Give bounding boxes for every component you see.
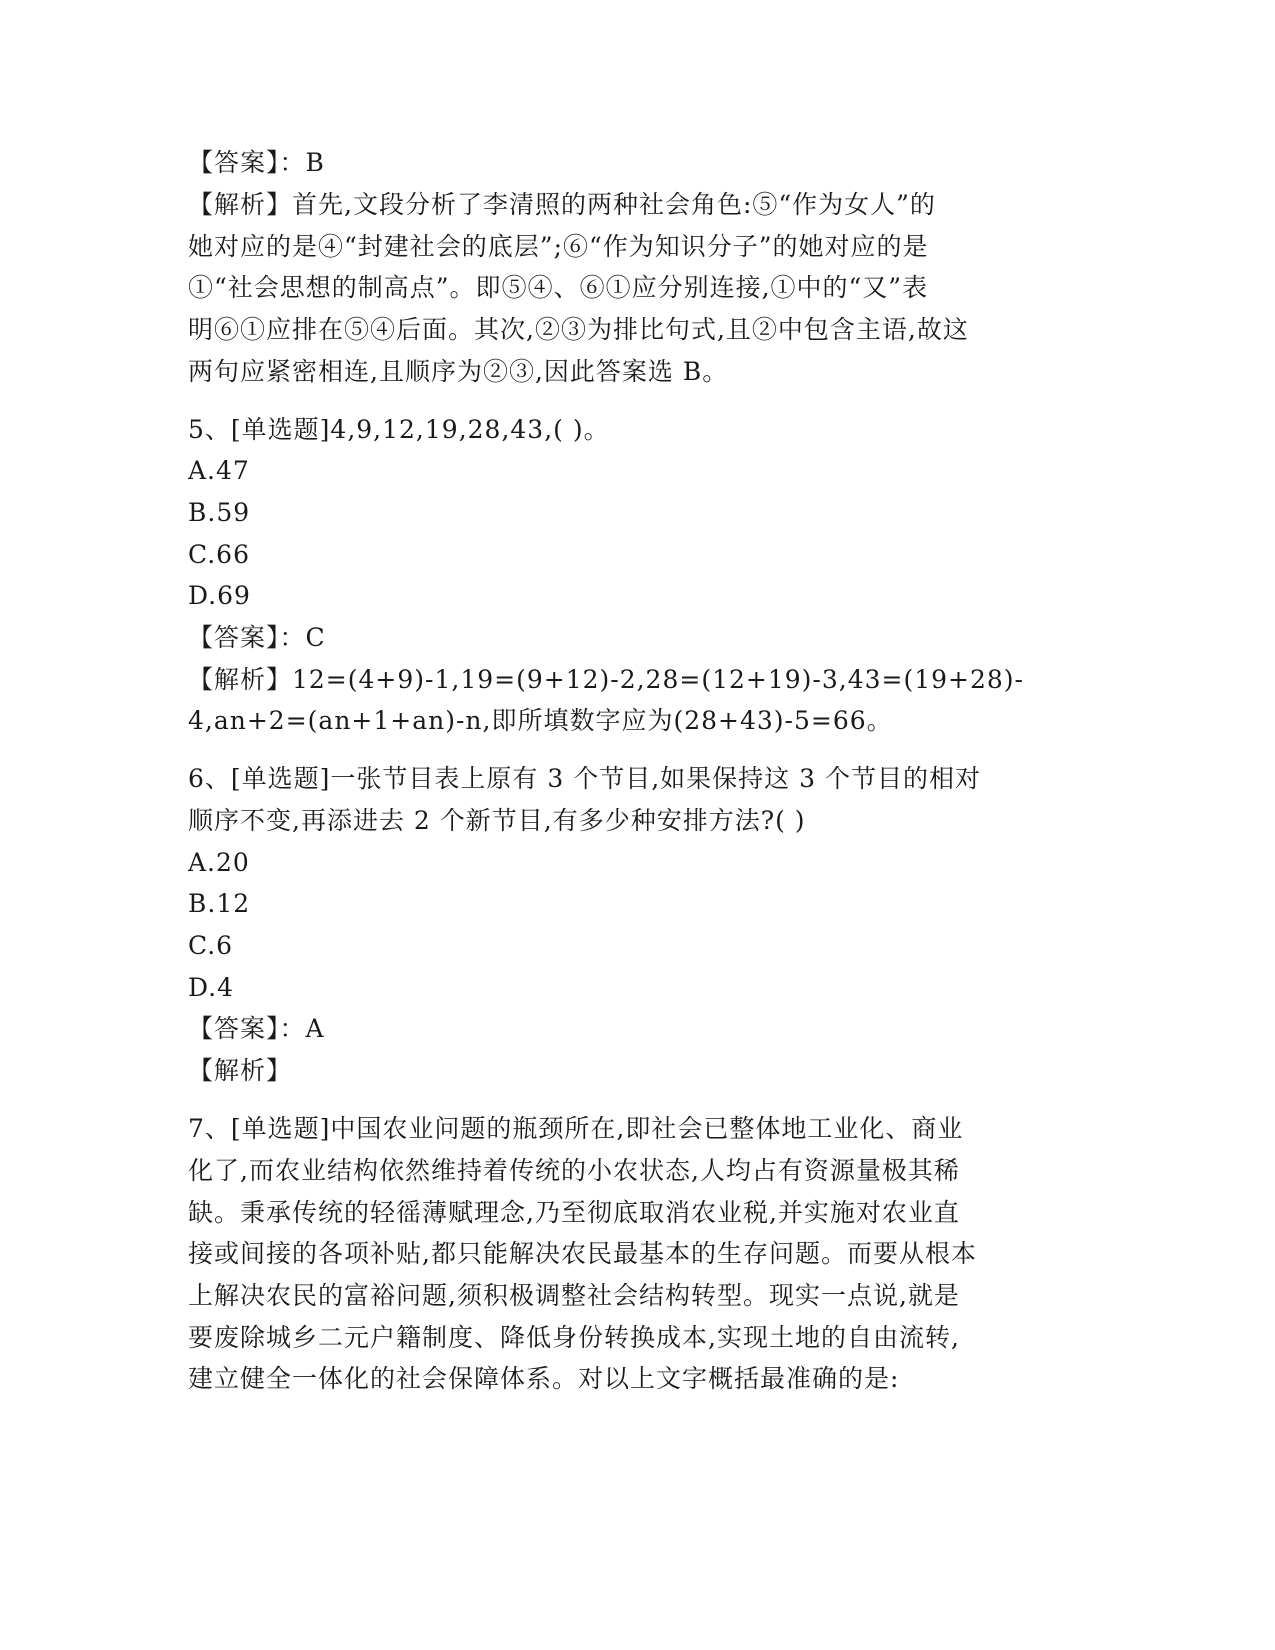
q6-analysis: 【解析】 — [188, 1056, 293, 1085]
q7-stem-line-4: 接或间接的各项补贴,都只能解决农民最基本的生存问题。而要从根本 — [188, 1239, 977, 1268]
q5-option-b: B.59 — [188, 498, 251, 527]
q6-stem-line-1: 6、[单选题]一张节目表上原有 3 个节目,如果保持这 3 个节目的相对 — [188, 764, 981, 793]
q4-analysis-line-1: 【解析】首先,文段分析了李清照的两种社会角色:⑤“作为女人”的 — [188, 190, 936, 219]
q7-stem-line-7: 建立健全一体化的社会保障体系。对以上文字概括最准确的是: — [188, 1364, 900, 1393]
q6-option-c: C.6 — [188, 931, 234, 960]
q5-analysis-line-1: 【解析】12=(4+9)-1,19=(9+12)-2,28=(12+19)-3,43=(19+28)- — [188, 665, 1024, 694]
q7-stem-line-6: 要废除城乡二元户籍制度、降低身份转换成本,实现土地的自由流转, — [188, 1323, 960, 1352]
q6-option-b: B.12 — [188, 889, 251, 918]
q4-analysis-line-2: 她对应的是④“封建社会的底层”;⑥“作为知识分子”的她对应的是 — [188, 232, 929, 261]
q7-stem-line-1: 7、[单选题]中国农业问题的瓶颈所在,即社会已整体地工业化、商业 — [188, 1114, 964, 1143]
q4-analysis-line-4: 明⑥①应排在⑤④后面。其次,②③为排比句式,且②中包含主语,故这 — [188, 315, 969, 344]
q5-option-a: A.47 — [188, 456, 250, 485]
q4-answer: 【答案】：B — [188, 148, 325, 177]
q7-stem-line-2: 化了,而农业结构依然维持着传统的小农状态,人均占有资源量极其稀 — [188, 1156, 960, 1185]
q6-option-a: A.20 — [188, 848, 250, 877]
q5-option-c: C.66 — [188, 540, 250, 569]
q6-option-d: D.4 — [188, 973, 235, 1002]
q5-analysis-line-2: 4,an+2=(an+1+an)-n,即所填数字应为(28+43)-5=66。 — [188, 706, 893, 735]
q6-answer: 【答案】：A — [188, 1014, 325, 1043]
q5-stem: 5、[单选题]4,9,12,19,28,43,( )。 — [188, 415, 610, 444]
q7-stem-line-5: 上解决农民的富裕问题,须积极调整社会结构转型。现实一点说,就是 — [188, 1281, 960, 1310]
q5-option-d: D.69 — [188, 581, 251, 610]
q4-analysis-line-5: 两句应紧密相连,且顺序为②③,因此答案选 B。 — [188, 357, 729, 386]
q6-stem-line-2: 顺序不变,再添进去 2 个新节目,有多少种安排方法?( ) — [188, 806, 806, 835]
q5-answer: 【答案】：C — [188, 623, 326, 652]
q7-stem-line-3: 缺。秉承传统的轻徭薄赋理念,乃至彻底取消农业税,并实施对农业直 — [188, 1198, 960, 1227]
q4-analysis-line-3: ①“社会思想的制高点”。即⑤④、⑥①应分别连接,①中的“又”表 — [188, 273, 929, 302]
